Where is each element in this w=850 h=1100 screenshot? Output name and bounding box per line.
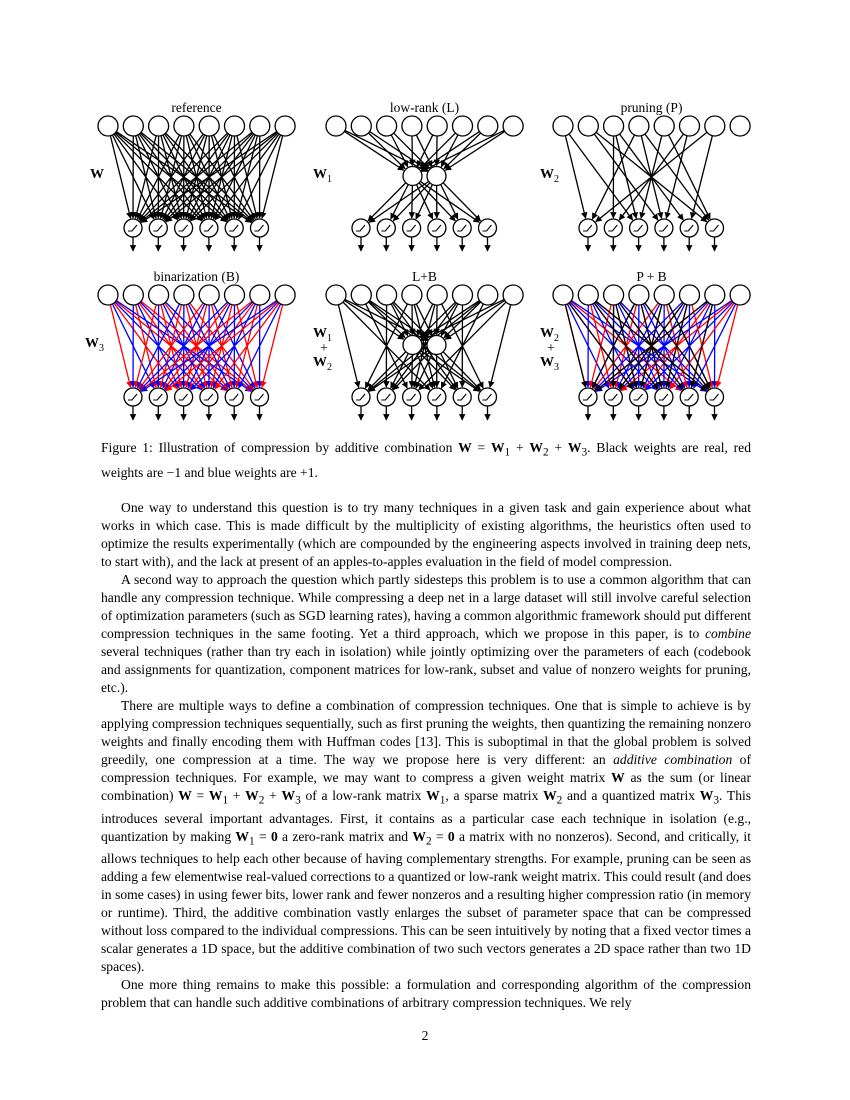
- input-node: [680, 285, 700, 305]
- input-node: [705, 116, 725, 136]
- weight-edge: [616, 136, 636, 219]
- weight-label: W: [90, 167, 104, 182]
- input-node: [730, 285, 750, 305]
- input-node: [174, 116, 194, 136]
- input-node: [275, 116, 295, 136]
- hidden-node: [427, 167, 446, 186]
- paragraph-3: There are multiple ways to define a combination of compression techniques. One that is simple to achieve is by applying compression techniques sequentially, such as first pruning the weights, then quantizing the remaining nonzero weights and finally encoding them with Huffman codes [13]. This is suboptimal in that the global problem is solved greedily, one compression at a time. The way we propose here is very different: an additive combination of compression techniques. For example, we may want to compress a given weight matrix W as the sum (or linear combination) $W = W_1 + W_2 + W_3$ of a low-rank matrix $W_1$, a sparse matrix $W_2$ and a quantized matrix $W_3$. This introduces several important advantages. First, it contains as a particular case each technique in isolation (e.g., quantization by making $W_1 = 0$ a zero-rank matrix and $W_2 = 0$ a matrix with no nonzeros). Second, and critically, it allows techniques to help each other because of having complementary strengths. For example, pruning can be seen as adding a few elementwise real-valued corrections to a quantized or low-rank weight matrix. This could result (and does in some cases) in using fewer bits, lower rank and fewer nonzeros and a resulting higher compression ratio (in memory or runtime). Third, the additive combination vastly enlarges the subset of parameter space that can be compressed without loss compared to the individual compressions. This can be seen intuitively by noting that a fixed vector times a scalar generates a 1D space, but the additive combination of two such vectors generates a 2D space rather than two 1D spaces).: [101, 698, 752, 975]
- input-node: [654, 285, 674, 305]
- figure-caption: Figure 1: Illustration of compression by additive combination $W = W_1 + W_2 + W_3$. Black weights are real, red weights are −1 and blue weights are +1.: [101, 440, 752, 480]
- output-node: [479, 219, 497, 237]
- output-node: [200, 219, 218, 237]
- output-node: [630, 219, 648, 237]
- panel-p-plus-b: [540, 269, 750, 420]
- output-node: [200, 388, 218, 406]
- input-node: [578, 285, 598, 305]
- input-node: [705, 285, 725, 305]
- edges: [344, 130, 504, 222]
- input-node: [427, 116, 447, 136]
- output-node: [706, 219, 724, 237]
- output-node: [453, 219, 471, 237]
- output-node: [149, 388, 167, 406]
- edges: [110, 301, 282, 392]
- output-node: [655, 219, 673, 237]
- weight-edge: [110, 136, 130, 219]
- plus-sign: +: [547, 341, 555, 356]
- weight-edge: [416, 135, 432, 167]
- weight-edge: [565, 305, 585, 388]
- edges: [110, 132, 282, 223]
- output-node: [579, 219, 597, 237]
- weight-edge: [417, 135, 433, 167]
- output-node: [149, 219, 167, 237]
- input-node: [351, 116, 371, 136]
- input-node: [149, 116, 169, 136]
- input-node: [123, 116, 143, 136]
- panel-title: binarization (B): [153, 269, 240, 284]
- input-node: [250, 285, 270, 305]
- weight-label: $W_3$: [85, 336, 104, 354]
- figure-1: [0, 0, 850, 430]
- input-node: [503, 285, 523, 305]
- output-node: [225, 388, 243, 406]
- hidden-node: [403, 167, 422, 186]
- output-node: [251, 388, 269, 406]
- output-node: [479, 388, 497, 406]
- input-node: [225, 116, 245, 136]
- input-node: [478, 116, 498, 136]
- weight-edge: [569, 303, 633, 389]
- output-node: [604, 219, 622, 237]
- output-node: [124, 219, 142, 237]
- input-node: [98, 285, 118, 305]
- weight-edge: [490, 305, 511, 388]
- output-node: [604, 388, 622, 406]
- panel-pruning: [540, 100, 750, 251]
- hidden-node: [427, 336, 446, 355]
- output-node: [251, 219, 269, 237]
- input-node: [604, 285, 624, 305]
- output-node: [579, 388, 597, 406]
- output-node: [352, 219, 370, 237]
- weight-label: $W_1$: [313, 326, 332, 344]
- input-node: [730, 116, 750, 136]
- weight-label-2: $W_3$: [540, 355, 559, 373]
- weight-edge: [416, 304, 432, 336]
- weight-edge: [445, 131, 504, 170]
- weight-edge: [669, 135, 710, 219]
- output-node: [428, 388, 446, 406]
- panel-l-plus-b: [313, 269, 523, 420]
- weight-edge: [344, 131, 403, 170]
- input-node: [199, 285, 219, 305]
- input-node: [629, 116, 649, 136]
- input-node: [478, 285, 498, 305]
- weight-label-2: $W_2$: [313, 355, 332, 373]
- weight-edge: [666, 136, 687, 219]
- output-node: [175, 219, 193, 237]
- output-node: [377, 388, 395, 406]
- plus-sign: +: [320, 341, 328, 356]
- output-node: [175, 388, 193, 406]
- weight-edge: [262, 305, 283, 388]
- edges: [338, 299, 510, 391]
- input-node: [453, 285, 473, 305]
- input-node: [326, 116, 346, 136]
- paragraph-2: A second way to approach the question which partly sidesteps this problem is to use a common algorithm that can handle any compression technique. While compressing a deep net in a large dataset will still involve careful selection of optimization parameters (such as SGD learning rates), having a common algorithmic framework should put different compression techniques in the same footing. Yet a third approach, which we propose in this paper, is to combine several techniques (rather than try each in isolation) while jointly optimizing over the parameters of each (codebook and assignments for quantization, component matrices for low-rank, subset and value of nonzero weights for pruning, etc.).: [101, 572, 751, 695]
- input-node: [503, 116, 523, 136]
- weight-label: $W_1$: [313, 167, 332, 185]
- input-node: [326, 285, 346, 305]
- panel-binarization: [85, 269, 295, 420]
- panel-title: pruning (P): [620, 100, 683, 115]
- input-node: [275, 285, 295, 305]
- output-node: [453, 388, 471, 406]
- input-node: [123, 285, 143, 305]
- input-node: [680, 116, 700, 136]
- input-node: [149, 285, 169, 305]
- input-node: [578, 116, 598, 136]
- hidden-node: [403, 336, 422, 355]
- input-node: [174, 285, 194, 305]
- input-node: [402, 116, 422, 136]
- input-node: [199, 116, 219, 136]
- weight-edge: [369, 181, 428, 222]
- panel-title: low-rank (L): [389, 100, 460, 115]
- weight-edge: [110, 305, 130, 388]
- weight-label: $W_2$: [540, 167, 559, 185]
- panel-reference: [90, 100, 295, 251]
- output-node: [655, 388, 673, 406]
- edges: [565, 132, 712, 221]
- input-node: [402, 285, 422, 305]
- weight-edge: [338, 305, 358, 388]
- panel-title: P + B: [636, 269, 667, 284]
- weight-edge: [565, 136, 585, 219]
- input-node: [629, 285, 649, 305]
- output-node: [225, 219, 243, 237]
- output-node: [680, 219, 698, 237]
- output-node: [630, 388, 648, 406]
- output-node: [124, 388, 142, 406]
- body-text: [101, 499, 751, 1012]
- weight-edge: [369, 350, 428, 391]
- panel-title: L+B: [412, 269, 437, 284]
- input-node: [377, 285, 397, 305]
- output-node: [706, 388, 724, 406]
- output-node: [352, 388, 370, 406]
- input-node: [250, 116, 270, 136]
- output-node: [403, 219, 421, 237]
- page-number: 2: [421, 1028, 429, 1043]
- paragraph-4: One more thing remains to make this possible: a formulation and corresponding algorithm of the compression problem that can handle such additive combinations of arbitrary compression techniques. We rely: [101, 977, 751, 1011]
- weight-edge: [717, 305, 738, 388]
- panel-low-rank: [313, 100, 523, 251]
- input-node: [98, 116, 118, 136]
- output-node: [680, 388, 698, 406]
- input-node: [351, 285, 371, 305]
- input-node: [553, 116, 573, 136]
- input-node: [553, 285, 573, 305]
- paragraph-1: One way to understand this question is to try many techniques in a given task and gain experience about what works in which case. This is made difficult by the multiplicity of existing algorithms, the heuristics often used to optimize the results experimentally (which are compounded by the engineering aspects involved in training deep nets, to start with), and the lack at present of an apples-to-apples evaluation in the field of model compression.: [101, 500, 751, 569]
- input-node: [453, 116, 473, 136]
- output-node: [403, 388, 421, 406]
- input-node: [225, 285, 245, 305]
- output-node: [428, 219, 446, 237]
- weight-edge: [262, 136, 283, 219]
- weight-edge: [569, 134, 633, 220]
- weight-label: $W_2$: [540, 326, 559, 344]
- output-node: [377, 219, 395, 237]
- input-node: [377, 116, 397, 136]
- input-node: [604, 116, 624, 136]
- edges: [565, 301, 737, 392]
- input-node: [654, 116, 674, 136]
- input-node: [427, 285, 447, 305]
- weight-edge: [692, 136, 713, 219]
- panel-title: reference: [171, 100, 222, 115]
